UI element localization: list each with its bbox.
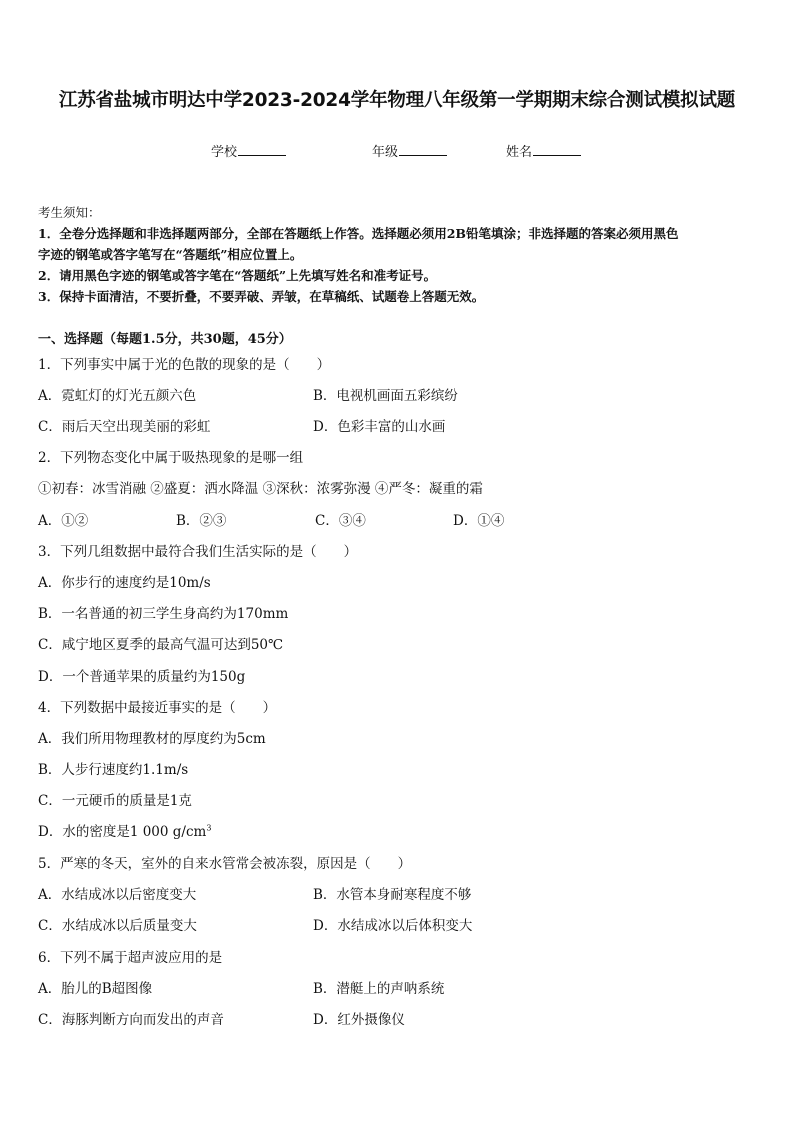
question-6-option-d: D．红外摄像仪 — [313, 1012, 405, 1028]
name-field — [506, 141, 581, 160]
name-label: 姓名 — [506, 145, 533, 160]
grade-blank — [399, 143, 447, 156]
question-6-stem: 6．下列不属于超声波应用的是 — [38, 950, 223, 966]
section-heading: 一、选择题（每题1.5分，共30题，45分） — [38, 332, 292, 347]
question-3-stem: 3．下列几组数据中最符合我们生活实际的是（ ） — [38, 544, 358, 560]
question-3-option-d: D．一个普通苹果的质量约为150g — [38, 669, 246, 685]
exam-title: 江苏省盐城市明达中学2023-2024学年物理八年级第一学期期末综合测试模拟试题 — [58, 90, 736, 111]
question-6-option-b: B．潜艇上的声呐系统 — [313, 981, 445, 997]
question-4-option-d — [38, 820, 211, 840]
question-5-option-c: C．水结成冰以后质量变大 — [38, 918, 197, 934]
question-5-option-d: D．水结成冰以后体积变大 — [313, 918, 473, 934]
name-blank — [533, 143, 581, 156]
question-1-option-c: C．雨后天空出现美丽的彩虹 — [38, 419, 211, 435]
question-6-option-a: A．胎儿的B超图像 — [38, 981, 153, 997]
question-5-stem: 5．严寒的冬天，室外的自来水管常会被冻裂，原因是（ ） — [38, 856, 412, 872]
question-3-option-b: B．一名普通的初三学生身高约为170mm — [38, 606, 289, 622]
question-4-stem: 4．下列数据中最接近事实的是（ ） — [38, 700, 277, 716]
notice-item-1-cont: 字迹的钢笔或答字笔写在“答题纸”相应位置上。 — [38, 247, 303, 262]
question-4-option-a: A．我们所用物理教材的厚度约为5cm — [38, 731, 266, 747]
question-5-option-b: B．水管本身耐寒程度不够 — [313, 887, 472, 903]
question-5-option-a: A．水结成冰以后密度变大 — [38, 887, 197, 903]
school-blank — [238, 143, 286, 156]
question-1-option-a: A．霓虹灯的灯光五颜六色 — [38, 388, 197, 404]
question-2-stem: 2．下列物态变化中属于吸热现象的是哪一组 — [38, 450, 304, 466]
notice-item-2: 2．请用黑色字迹的钢笔或答字笔在“答题纸”上先填写姓名和准考证号。 — [38, 268, 437, 283]
grade-label: 年级 — [372, 145, 399, 160]
school-label: 学校 — [211, 145, 238, 160]
question-4-option-d-superscript: 3 — [206, 823, 212, 833]
question-1-stem: 1．下列事实中属于光的色散的现象的是（ ） — [38, 357, 331, 373]
question-4-option-b: B．人步行速度约1.1m/s — [38, 762, 189, 778]
question-3-option-c: C．咸宁地区夏季的最高气温可达到50℃ — [38, 637, 284, 653]
grade-field — [372, 141, 447, 160]
question-3-option-a: A．你步行的速度约是10m/s — [38, 575, 211, 591]
exam-notice — [38, 202, 760, 307]
question-1-option-d: D．色彩丰富的山水画 — [313, 419, 446, 435]
question-2-option-d: D．①④ — [453, 513, 505, 529]
notice-item-3: 3．保持卡面清洁，不要折叠，不要弄破、弄皱，在草稿纸、试题卷上答题无效。 — [38, 289, 485, 304]
question-2-option-c: C．③④ — [315, 513, 366, 529]
school-field — [211, 141, 286, 160]
notice-item-1: 1．全卷分选择题和非选择题两部分，全部在答题纸上作答。选择题必须用2B铅笔填涂；非选择题的答案必须用黑色 — [38, 226, 679, 241]
notice-heading: 考生须知： — [38, 205, 101, 220]
question-1-option-b: B．电视机画面五彩缤纷 — [313, 388, 458, 404]
question-2-items: ①初春：冰雪消融 ②盛夏：洒水降温 ③深秋：浓雾弥漫 ④严冬：凝重的霜 — [38, 481, 483, 497]
question-2-option-b: B．②③ — [176, 513, 227, 529]
question-2-option-a: A．①② — [38, 513, 89, 529]
question-4-option-d-text: D．水的密度是1 000 g/cm — [38, 824, 207, 840]
question-4-option-c: C．一元硬币的质量是1克 — [38, 793, 192, 809]
question-6-option-c: C．海豚判断方向而发出的声音 — [38, 1012, 224, 1028]
